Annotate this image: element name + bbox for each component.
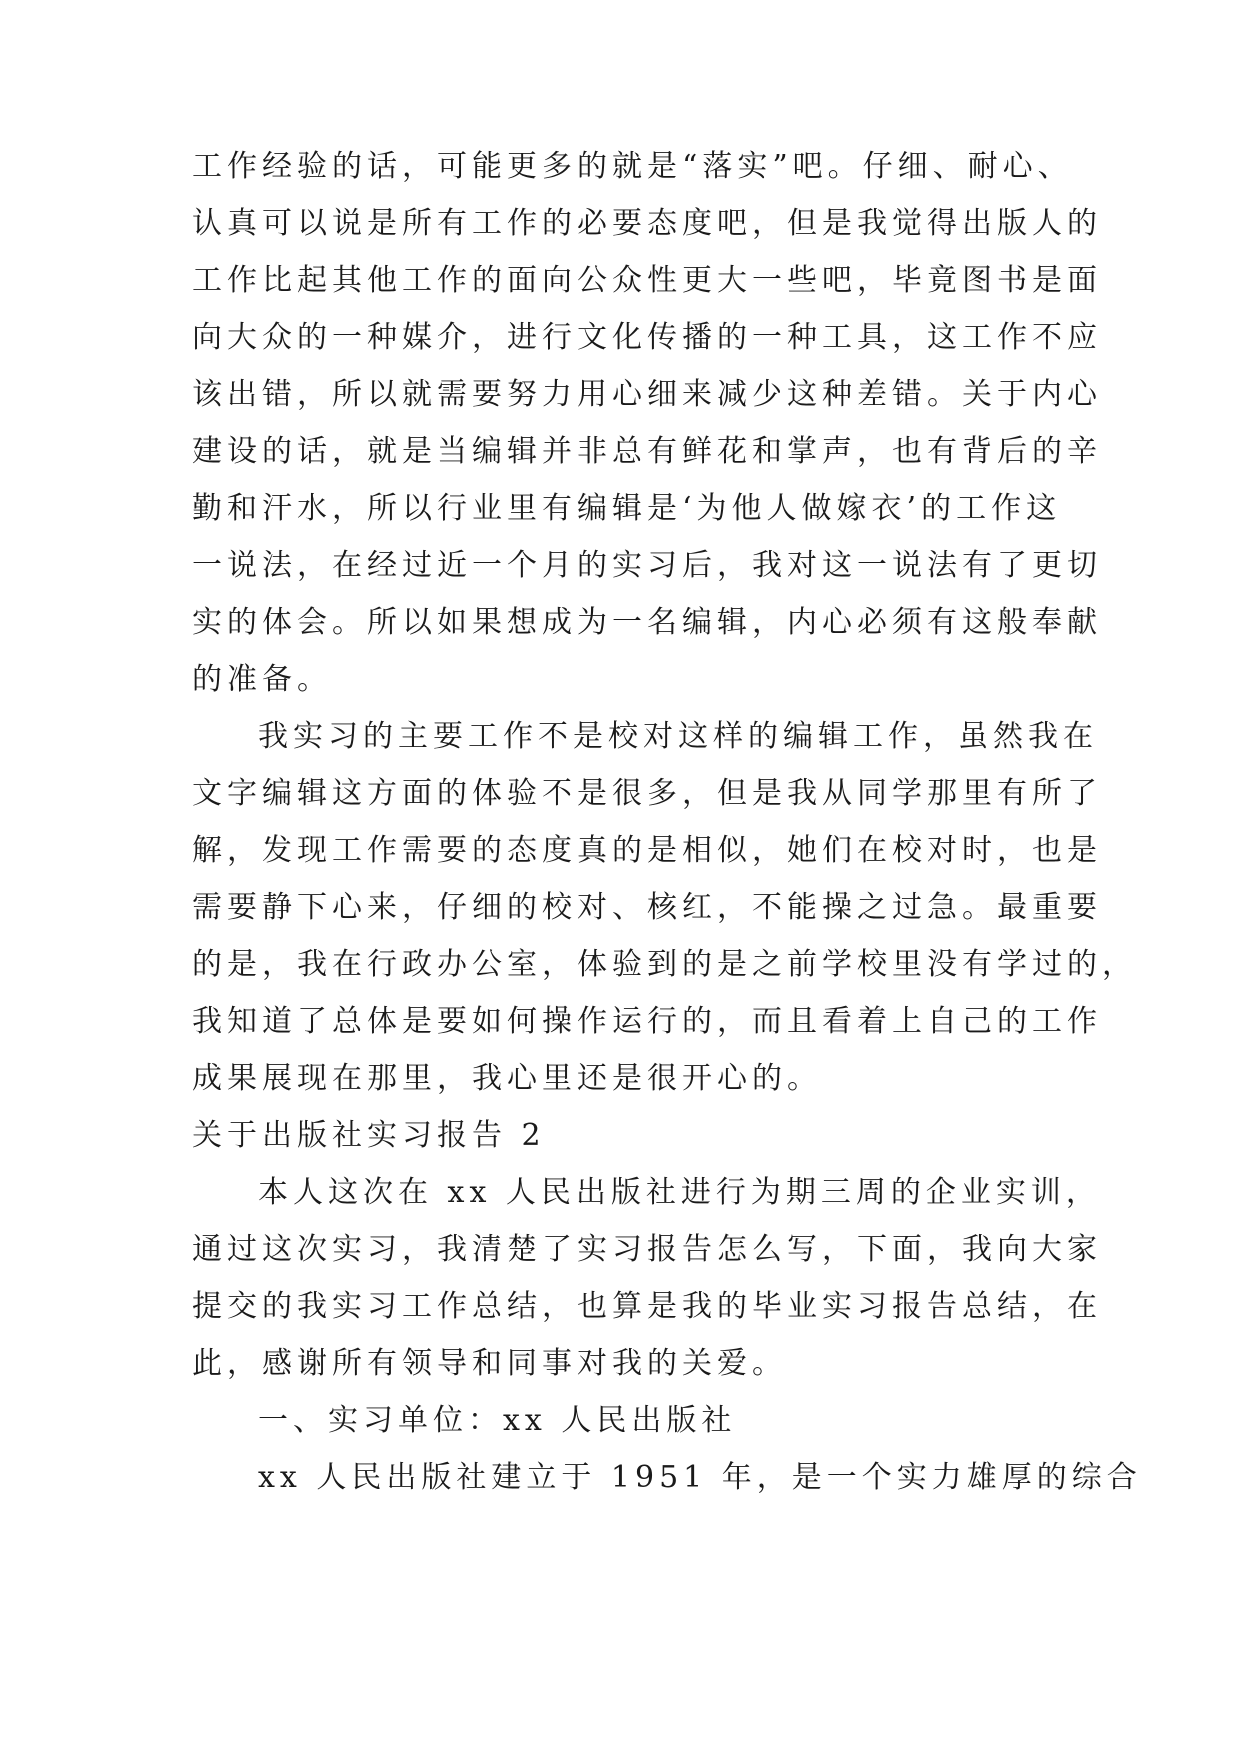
text-line: 此，感谢所有领导和同事对我的关爱。 bbox=[192, 1346, 787, 1381]
paragraph-first-line: 我实习的主要工作不是校对这样的编辑工作，虽然我在 bbox=[258, 719, 1098, 754]
section-heading: 关于出版社实习报告 2 bbox=[192, 1118, 546, 1153]
text-line: 向大众的一种媒介，进行文化传播的一种工具，这工作不应 bbox=[192, 320, 1102, 355]
text-line: 的是，我在行政办公室，体验到的是之前学校里没有学过的， bbox=[192, 947, 1137, 982]
paragraph-first-line: xx 人民出版社建立于 1951 年，是一个实力雄厚的综合 bbox=[258, 1460, 1142, 1495]
text-line: 工作经验的话，可能更多的就是“落实”吧。仔细、耐心、 bbox=[192, 149, 1073, 184]
text-line: 我知道了总体是要如何操作运行的，而且看着上自己的工作 bbox=[192, 1004, 1102, 1039]
text-line: 的准备。 bbox=[192, 662, 332, 697]
text-line: 需要静下心来，仔细的校对、核红，不能操之过急。最重要 bbox=[192, 890, 1102, 925]
text-line: 该出错，所以就需要努力用心细来减少这种差错。关于内心 bbox=[192, 377, 1102, 412]
text-line: 文字编辑这方面的体验不是很多，但是我从同学那里有所了 bbox=[192, 776, 1102, 811]
text-line: 工作比起其他工作的面向公众性更大一些吧，毕竟图书是面 bbox=[192, 263, 1102, 298]
text-line: 勤和汗水，所以行业里有编辑是‘为他人做嫁衣’的工作这 bbox=[192, 491, 1062, 526]
text-line: 通过这次实习，我清楚了实习报告怎么写，下面，我向大家 bbox=[192, 1232, 1102, 1267]
paragraph-first-line: 本人这次在 xx 人民出版社进行为期三周的企业实训， bbox=[258, 1175, 1101, 1210]
text-line: 一说法，在经过近一个月的实习后，我对这一说法有了更切 bbox=[192, 548, 1102, 583]
text-line: 成果展现在那里，我心里还是很开心的。 bbox=[192, 1061, 822, 1096]
subsection-heading: 一、实习单位：xx 人民出版社 bbox=[258, 1403, 737, 1438]
text-line: 实的体会。所以如果想成为一名编辑，内心必须有这般奉献 bbox=[192, 605, 1102, 640]
text-line: 解，发现工作需要的态度真的是相似，她们在校对时，也是 bbox=[192, 833, 1102, 868]
text-line: 提交的我实习工作总结，也算是我的毕业实习报告总结，在 bbox=[192, 1289, 1102, 1324]
text-line: 建设的话，就是当编辑并非总有鲜花和掌声，也有背后的辛 bbox=[192, 434, 1102, 469]
text-line: 认真可以说是所有工作的必要态度吧，但是我觉得出版人的 bbox=[192, 206, 1102, 241]
